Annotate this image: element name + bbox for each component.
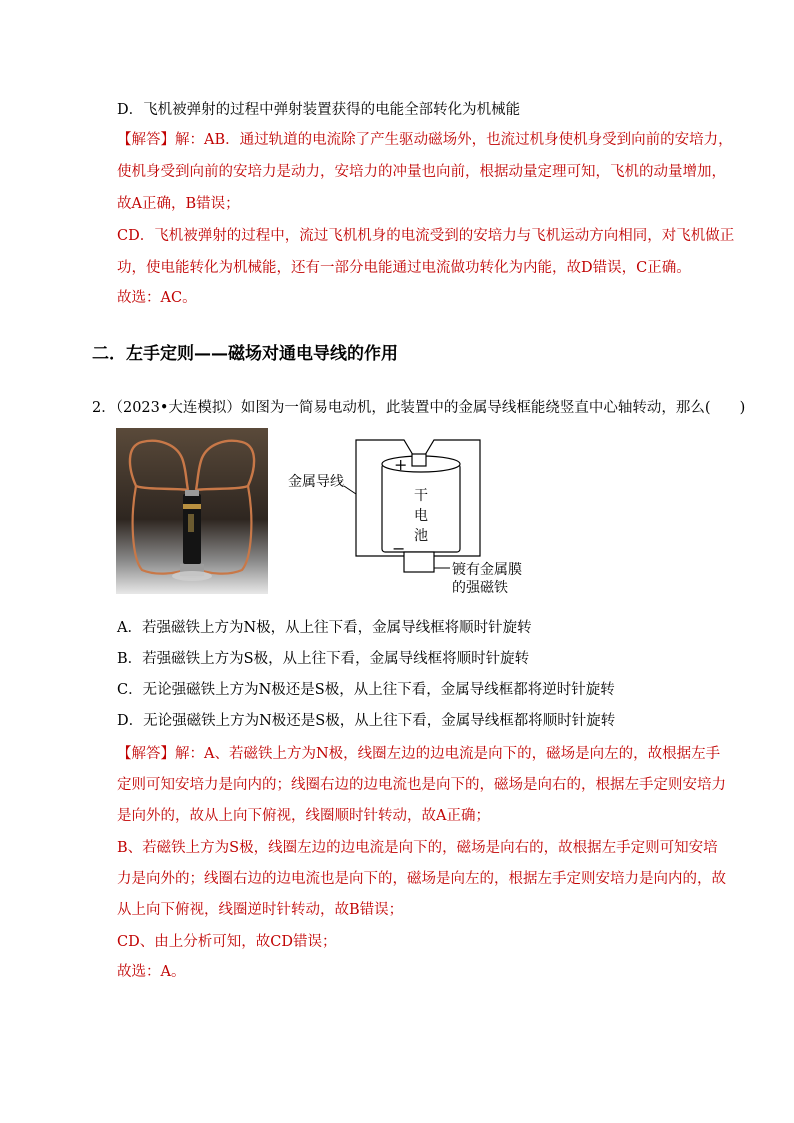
option-d-prev: D．飞机被弹射的过程中弹射装置获得的电能全部转化为机械能 (117, 102, 521, 118)
answer-line-6: 从上向下俯视，线圈逆时针转动，故B错误； (117, 902, 404, 918)
answer-line-prev-4: CD．飞机被弹射的过程中，流过飞机机身的电流受到的安培力与飞机运动方向相同，对飞机做正 (117, 228, 735, 244)
option-a: A．若强磁铁上方为N极，从上往下看，金属导线框将顺时针旋转 (117, 620, 532, 636)
label-battery-1: 干 (414, 488, 428, 504)
option-b: B．若强磁铁上方为S极，从上往下看，金属导线框将顺时针旋转 (117, 651, 530, 667)
answer-line-4: B、若磁铁上方为S极，线圈左边的边电流是向下的，磁场是向右的，故根据左手定则可知安培 (117, 840, 718, 856)
label-plus: + (394, 455, 408, 474)
label-battery-2: 电 (414, 508, 428, 524)
label-wire: 金属导线 (288, 474, 344, 490)
motor-diagram (284, 434, 584, 602)
answer-line-1 (117, 744, 720, 764)
answer-line-prev-3: 故A正确，B错误； (117, 196, 240, 212)
option-c: C．无论强磁铁上方为N极还是S极，从上往下看，金属导线框都将逆时针旋转 (117, 682, 615, 698)
label-magnet-2: 的强磁铁 (452, 580, 508, 596)
motor-photo (116, 428, 268, 594)
answer-line-prev-5: 功，使电能转化为机械能，还有一部分电能通过电流做功转化为内能，故D错误，C正确。 (117, 260, 691, 276)
section-heading: 二．左手定则——磁场对通电导线的作用 (92, 344, 398, 364)
battery-terminal (412, 454, 426, 466)
answer-line-5: 力是向外的；线圈右边的边电流也是向下的，磁场是向左的，根据左手定则安培力是向内的，故 (117, 871, 726, 887)
answer-label: 【解答】 (117, 746, 175, 762)
label-minus: − (392, 539, 406, 558)
answer-text-1: 解：A、若磁铁上方为N极，线圈左边的边电流是向下的，磁场是向左的，故根据左手 (175, 746, 721, 762)
answer-line-prev-1 (117, 130, 733, 150)
label-magnet-1: 镀有金属膜 (452, 562, 522, 578)
answer-label-prev: 【解答】 (117, 132, 175, 148)
question-2-stem: 2．（2023•大连模拟）如图为一简易电动机，此装置中的金属导线框能绕竖直中心轴转动，那么( ) (92, 400, 746, 416)
wire-pointer (344, 486, 356, 494)
answer-line-3: 是向外的，故从上向下俯视，线圈顺时针转动，故A正确； (117, 808, 490, 824)
answer-text-prev-1: 解：AB．通过轨道的电流除了产生驱动磁场外，也流过机身使机身受到向前的安培力， (175, 132, 733, 148)
label-battery-3: 池 (414, 528, 428, 544)
answer-line-prev-6: 故选：AC。 (117, 290, 197, 306)
answer-line-7: CD、由上分析可知，故CD错误； (117, 934, 337, 950)
magnet (404, 552, 434, 572)
answer-line-8: 故选：A。 (117, 964, 186, 980)
answer-line-prev-2: 使机身受到向前的安培力是动力，安培力的冲量也向前，根据动量定理可知，飞机的动量增加， (117, 164, 726, 180)
answer-line-2: 定则可知安培力是向内的；线圈右边的边电流也是向下的，磁场是向右的，根据左手定则安培力 (117, 777, 726, 793)
option-d: D．无论强磁铁上方为N极还是S极，从上往下看，金属导线框都将顺时针旋转 (117, 713, 616, 729)
